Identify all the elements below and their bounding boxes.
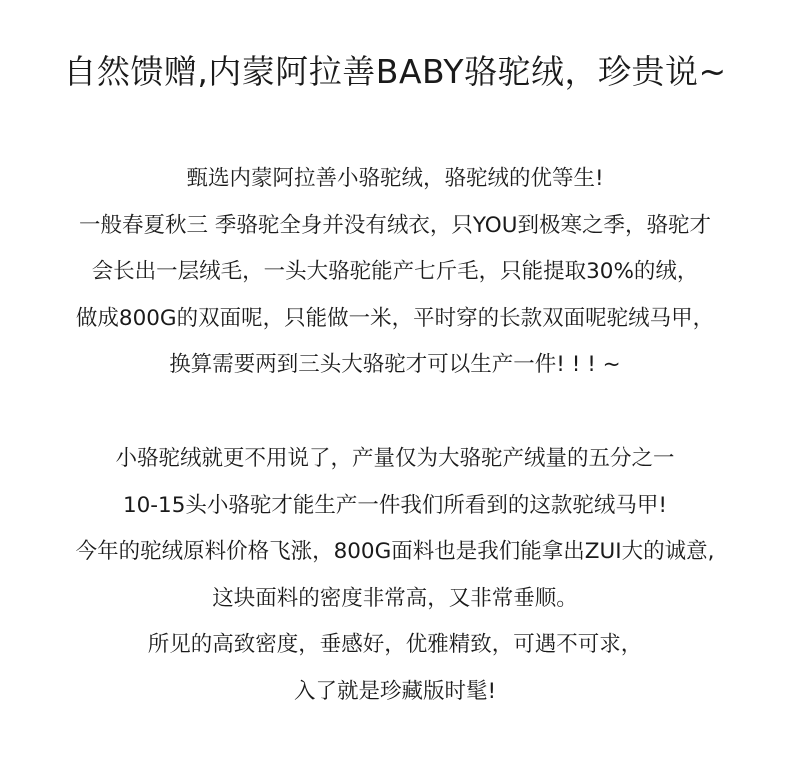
text-line: 所见的高致密度，垂感好，优雅精致，可遇不可求， [147, 632, 643, 657]
paragraph-intro [0, 156, 790, 389]
headline: 自然馈赠,内蒙阿拉善BABY骆驼绒，珍贵说~ [63, 52, 727, 91]
text-line: 10-15头小骆驼才能生产一件我们所看到的这款驼绒马甲! [122, 492, 668, 518]
text-line: 换算需要两到三头大骆驼才可以生产一件! ! ! ~ [169, 352, 621, 377]
text-line: 一般春夏秋三 季骆驼全身并没有绒衣，只YOU到极寒之季，骆驼才 [79, 212, 711, 238]
text-line: 入了就是珍藏版时髦! [293, 678, 497, 704]
paragraph-details [0, 436, 790, 715]
text-line: 今年的驼绒原料价格飞涨，800G面料也是我们能拿出ZUI大的诚意, [75, 539, 715, 564]
text-line: 做成800G的双面呢，只能做一米，平时穿的长款双面呢驼绒马甲， [75, 305, 715, 331]
text-line: 小骆驼绒就更不用说了，产量仅为大骆驼产绒量的五分之一 [115, 446, 675, 471]
text-line: 会长出一层绒毛，一头大骆驼能产七斤毛，只能提取30%的绒， [91, 259, 699, 284]
text-line: 甄选内蒙阿拉善小骆驼绒，骆驼绒的优等生! [186, 166, 604, 191]
text-line: 这块面料的密度非常高，又非常垂顺。 [212, 585, 578, 611]
